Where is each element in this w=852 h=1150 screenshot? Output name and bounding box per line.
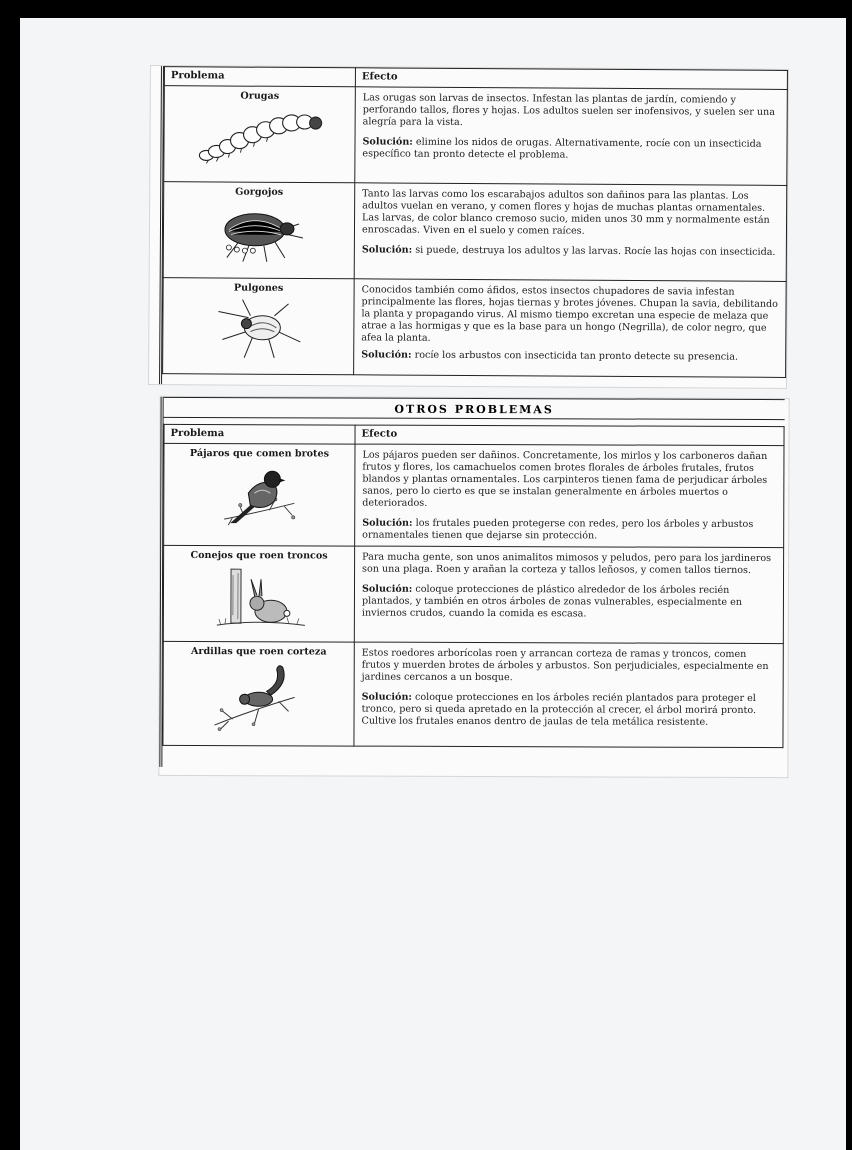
effect-cell — [355, 87, 788, 186]
effect-cell — [355, 444, 784, 547]
table-row — [164, 443, 784, 547]
effect-description: Conocidos también como áfidos, estos insectos chupadores de savia infestan principalmente las flores, hojas tiernas y brotes jóvenes. Chupan la savia, debilitando la planta y propagando virus. Al mismo tiempo excretan una especie de melaza que atrae a las hormigas y que es la base para un hongo (Negrilla), de color negro, que afea la planta. — [361, 284, 778, 344]
problem-name: Ardillas que roen corteza — [190, 646, 327, 658]
solution-body: si puede, destruya los adultos y las larvas. Rocíe las hojas con insecticida. — [415, 244, 776, 258]
table-row — [163, 545, 783, 643]
section-title: OTROS PROBLEMAS — [164, 397, 785, 420]
solution-body: coloque protecciones en los árboles recién plantados para proteger el tronco, pero si queda apretado en la protección al crecer, el árbol morirá pronto. Cultive los frutales enanos dentro de jaulas de tela metálica resistente. — [361, 691, 757, 728]
problem-cell — [163, 182, 355, 279]
effect-cell — [354, 279, 787, 378]
problem-name: Pájaros que comen brotes — [189, 448, 330, 460]
solution-text — [362, 136, 780, 163]
other-problems-clipping — [159, 397, 788, 777]
solution-body: coloque protecciones de plástico alrededor de los árboles recién plantados, y también en otros árboles de zonas vulnerables, especialmente en inviernos crudos, cuando la comida es escasa. — [361, 583, 743, 620]
pest-table — [162, 66, 788, 378]
problem-cell — [163, 545, 354, 642]
effect-description: Para mucha gente, son unos animalitos mimosos y peludos, pero para los jardineros son una plaga. Roen y arañan la corteza y tallos leñosos, y comen tallos tiernos. — [362, 551, 772, 576]
weevil-illustration — [209, 201, 309, 266]
problem-cell — [163, 641, 354, 746]
solution-body: rocíe los arbustos con insecticida tan pronto detecte su presencia. — [414, 349, 739, 363]
problem-cell — [163, 278, 355, 375]
solution-label: Solución: — [362, 517, 413, 529]
caterpillar-illustration — [194, 105, 324, 166]
header-effect: Efecto — [355, 425, 784, 445]
rabbit-illustration — [209, 565, 309, 631]
problem-name: Conejos que roen troncos — [190, 550, 328, 562]
effect-cell — [354, 183, 787, 282]
bird-illustration — [214, 463, 304, 529]
problem-cell — [164, 443, 355, 546]
effect-cell — [354, 546, 783, 643]
solution-text — [361, 349, 779, 364]
table-row — [163, 641, 783, 747]
problem-name: Pulgones — [233, 282, 284, 294]
table-row — [163, 278, 787, 378]
effect-description: Las orugas son larvas de insectos. Infestan las plantas de jardín, comiendo y perforando tallos, flores y hojas. Los adultos suelen ser inofensivos, y suelen ser una alegría para la vista. — [362, 92, 775, 128]
solution-text — [362, 692, 777, 729]
problem-name: Gorgojos — [235, 186, 284, 198]
header-problem: Problema — [164, 67, 355, 87]
solution-text — [362, 244, 780, 259]
problem-name: Orugas — [240, 90, 280, 102]
header-problem: Problema — [164, 424, 355, 444]
problem-cell — [164, 86, 356, 183]
solution-label: Solución: — [361, 244, 413, 256]
other-problems-frame — [159, 397, 784, 769]
effect-description: Estos roedores arborícolas roen y arrancan corteza de ramas y troncos, comen frutos y muerden brotes de árboles y arbustos. Son perjudiciales, especialmente en jardines cercanos a un bosque. — [361, 647, 769, 684]
other-problems-table — [162, 424, 784, 748]
effect-description: Tanto las larvas como los escarabajos adultos son dañinos para las plantas. Los adultos vuelan en verano, y comen flores y hojas de muchas plantas ornamentales. Las larvas, de color blanco cremoso sucio, miden unos 30 mm y normalmente están enroscadas. Viven en el suelo y comen raíces. — [361, 188, 770, 237]
aphid-illustration — [208, 297, 308, 362]
squirrel-illustration — [208, 661, 308, 731]
pest-table-clipping — [149, 66, 788, 388]
table-row — [164, 86, 788, 186]
solution-label: Solución: — [362, 136, 413, 148]
table-header-row — [164, 424, 784, 445]
pest-table-frame — [159, 66, 788, 388]
solution-label: Solución: — [361, 349, 412, 361]
solution-text — [362, 584, 777, 621]
effect-description: Los pájaros pueden ser dañinos. Concretamente, los mirlos y los carboneros dañan frutos y flores, los camachuelos comen brotes florales de árboles frutales, frutos blandos y plantas ornamentales. Los carpinteros tienen fama de perjudicar árboles sanos, pero lo cierto es que se instalan generalmente en árboles muertos o deteriorados. — [362, 449, 768, 509]
solution-label: Solución: — [361, 691, 412, 703]
header-effect: Efecto — [355, 68, 787, 90]
solution-text — [362, 518, 777, 543]
solution-body: los frutales pueden protegerse con redes, pero los árboles y arbustos ornamentales tienen que dejarse sin protección. — [362, 517, 754, 542]
solution-body: elimine los nidos de orugas. Alternativamente, rocíe con un insecticida específico tan pronto detecte el problema. — [362, 136, 762, 161]
table-row — [163, 182, 787, 282]
solution-label: Solución: — [361, 583, 413, 595]
effect-cell — [354, 642, 783, 747]
